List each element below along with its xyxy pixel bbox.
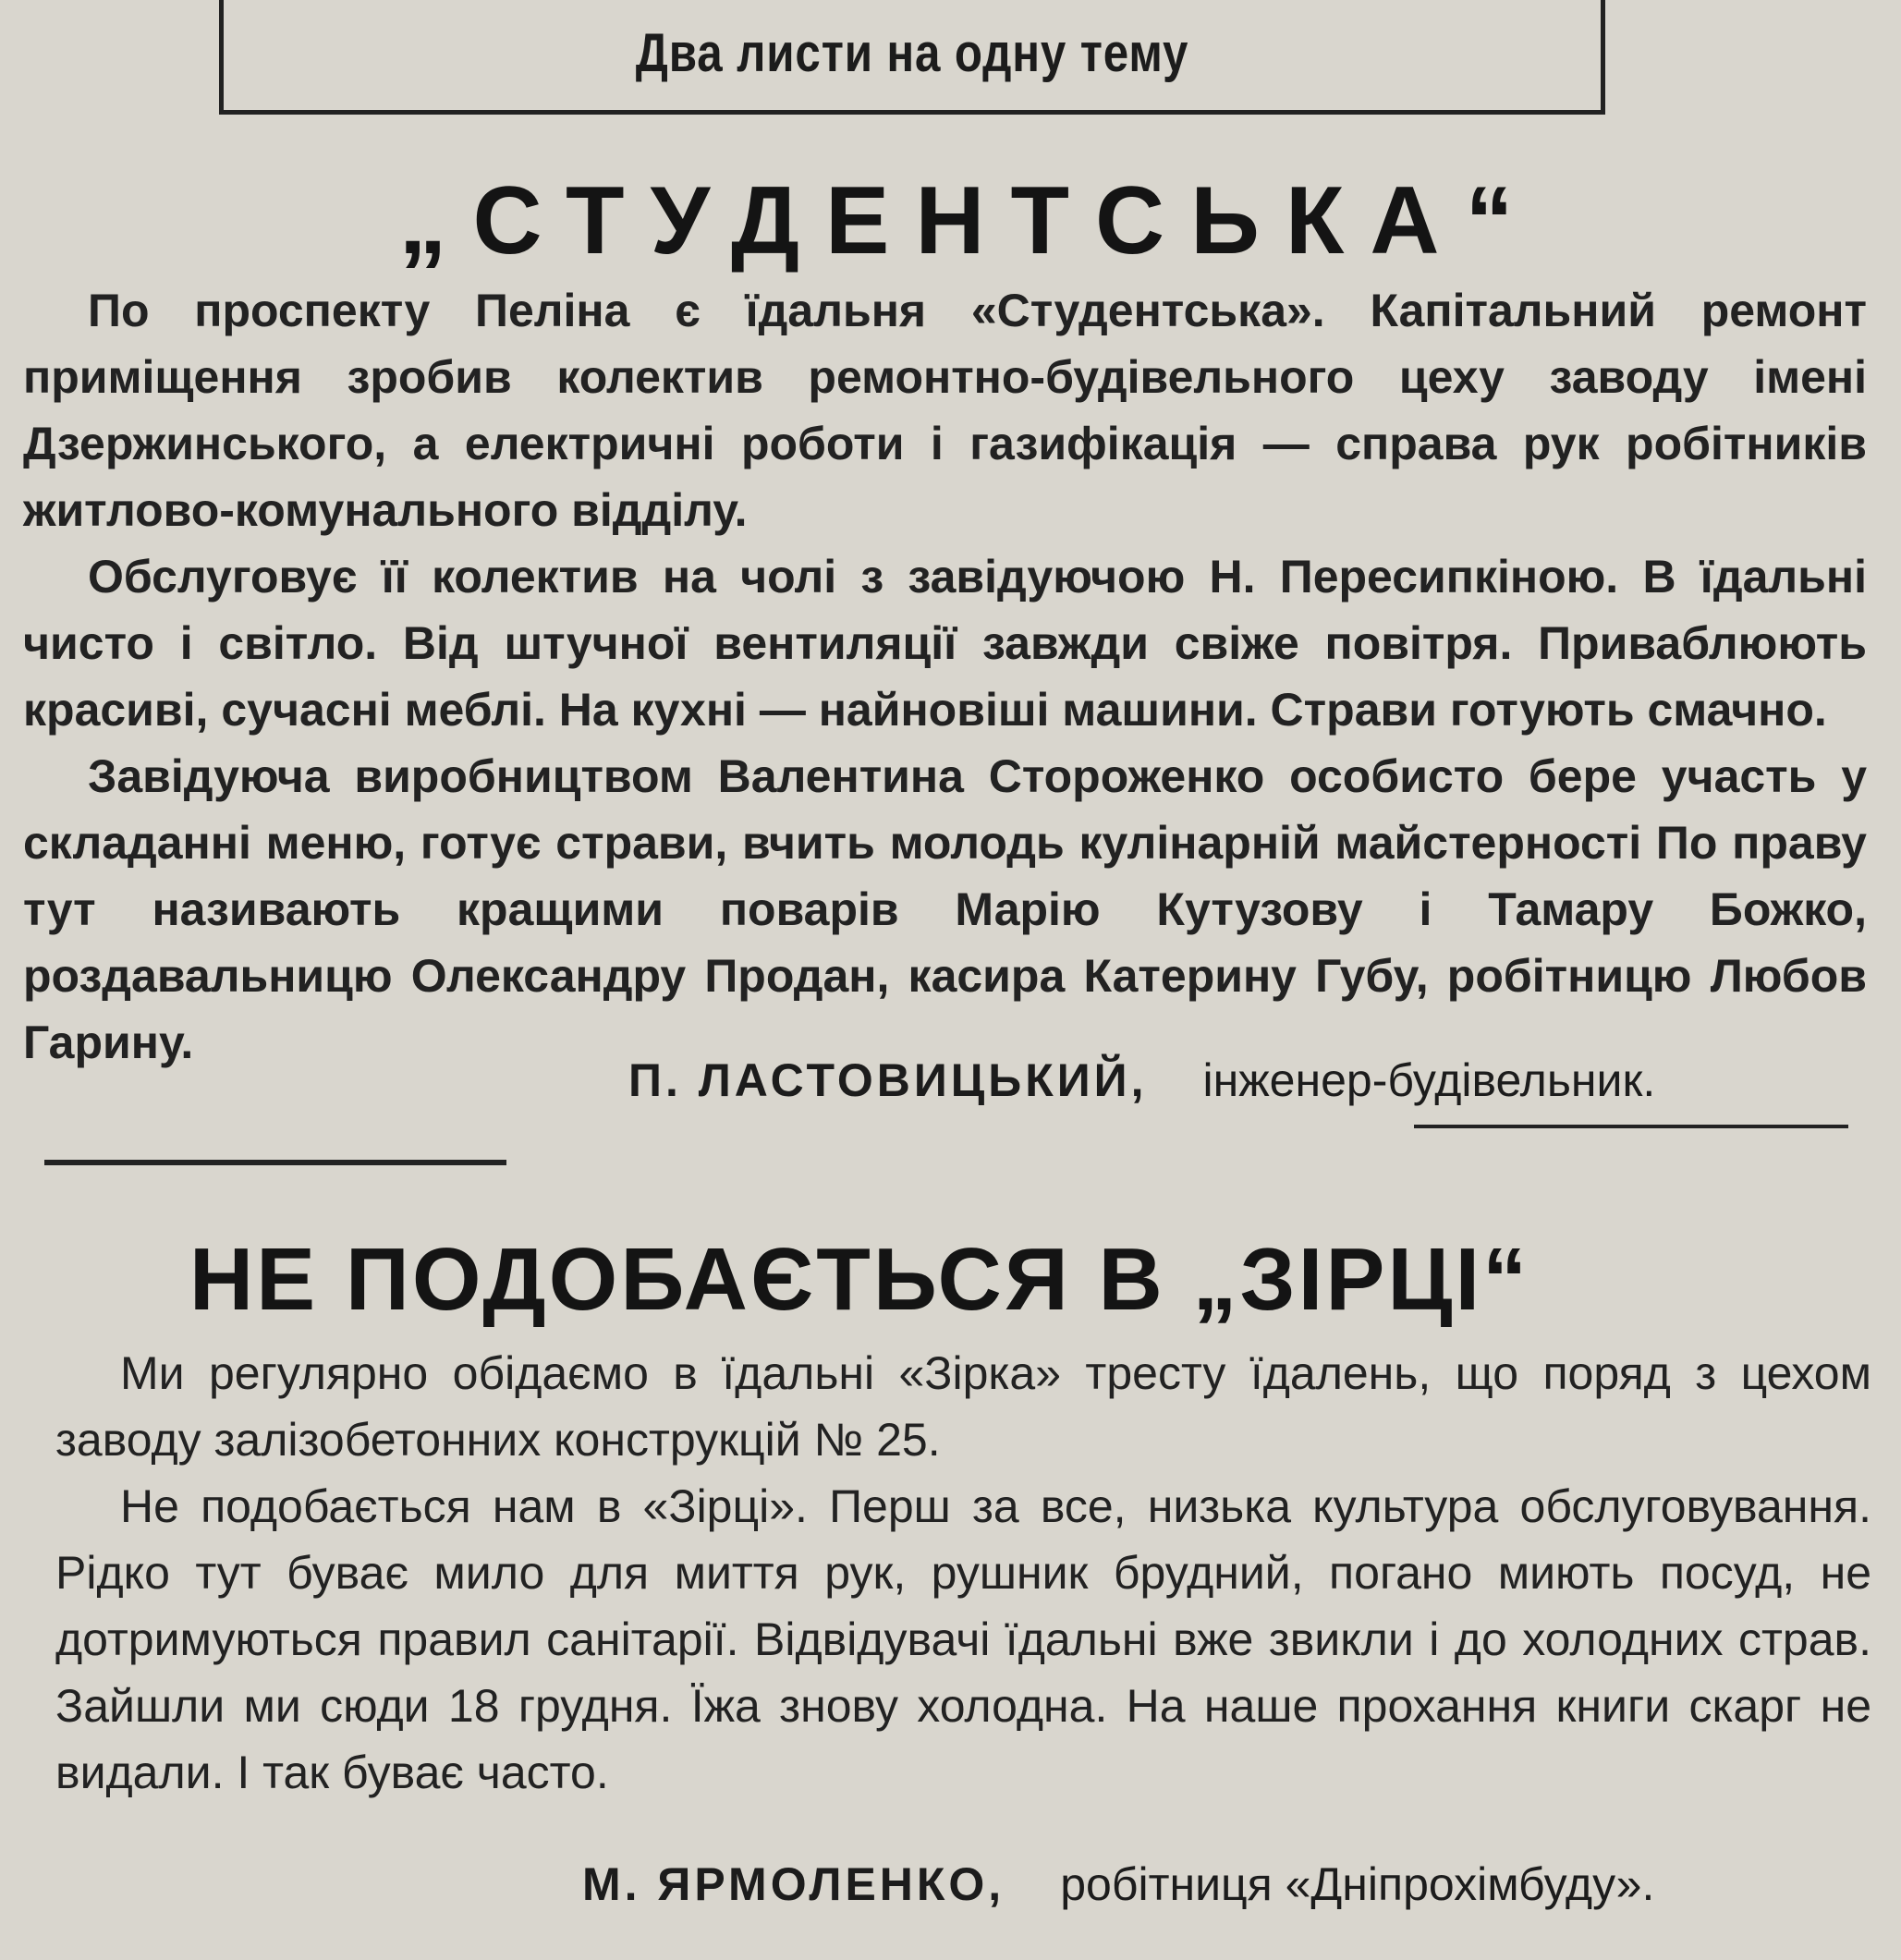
article1-signature [628, 1053, 1655, 1107]
article2-paragraph: Ми регулярно обідаємо в їдальні «Зірка» тресту їдалень, що поряд з цехом заводу залізобетонних конструкцій № 25. [55, 1347, 1871, 1466]
article2-body [55, 1340, 1871, 1806]
article1-author: П. ЛАСТОВИЦЬКИЙ, [628, 1054, 1148, 1106]
article1-author-role: інженер-будівельник. [1202, 1054, 1656, 1106]
article2-author-role: робітниця «Дніпрохімбуду». [1060, 1858, 1655, 1910]
header-box [219, 0, 1605, 115]
article2-signature [582, 1857, 1654, 1911]
article1-paragraph: Завідуюча виробництвом Валентина Стороженко особисто бере участь у складанні меню, готує страви, вчить молодь кулінарній майстерності По праву тут називають кращими поварів Марію Кутузову і Тамару Божко, роздавальницю Олександру Продан, касира Катерину Губу, робітницю Любов Гарину. [23, 750, 1867, 1068]
article1-title: „СТУДЕНТСЬКА“ [398, 167, 1540, 274]
header-title: Два листи на одну тему [635, 23, 1189, 83]
article1-paragraph: Обслуговує її колектив на чолі з завідуючою Н. Пересипкіною. В їдальні чисто і світло. Від штучної вентиляції завжди свіже повітря. Приваблюють красиві, сучасні меблі. На кухні — найновіші машини. Страви готують смачно. [23, 551, 1867, 736]
article2-title: НЕ ПОДОБАЄТЬСЯ В „ЗІРЦІ“ [189, 1230, 1530, 1329]
article1-paragraph: По проспекту Пеліна є їдальня «Студентська». Капітальний ремонт приміщення зробив колектив ремонтно-будівельного цеху заводу імені Дзержинського, а електричні роботи і газифікація — справа рук робітників житлово-комунального відділу. [23, 285, 1867, 536]
article1-body [23, 277, 1867, 1076]
article2-author: М. ЯРМОЛЕНКО, [582, 1858, 1005, 1910]
section-divider [44, 1160, 506, 1165]
signature-underline [1414, 1125, 1848, 1128]
article2-paragraph: Не подобається нам в «Зірці». Перш за все, низька культура обслуговування. Рідко тут буває мило для миття рук, рушник брудний, погано миють посуд, не дотримуються правил санітарії. Відвідувачі їдальні вже звикли і до холодних страв. Зайшли ми сюди 18 грудня. Їжа знову холодна. На наше прохання книги скарг не видали. І так буває часто. [55, 1480, 1871, 1798]
